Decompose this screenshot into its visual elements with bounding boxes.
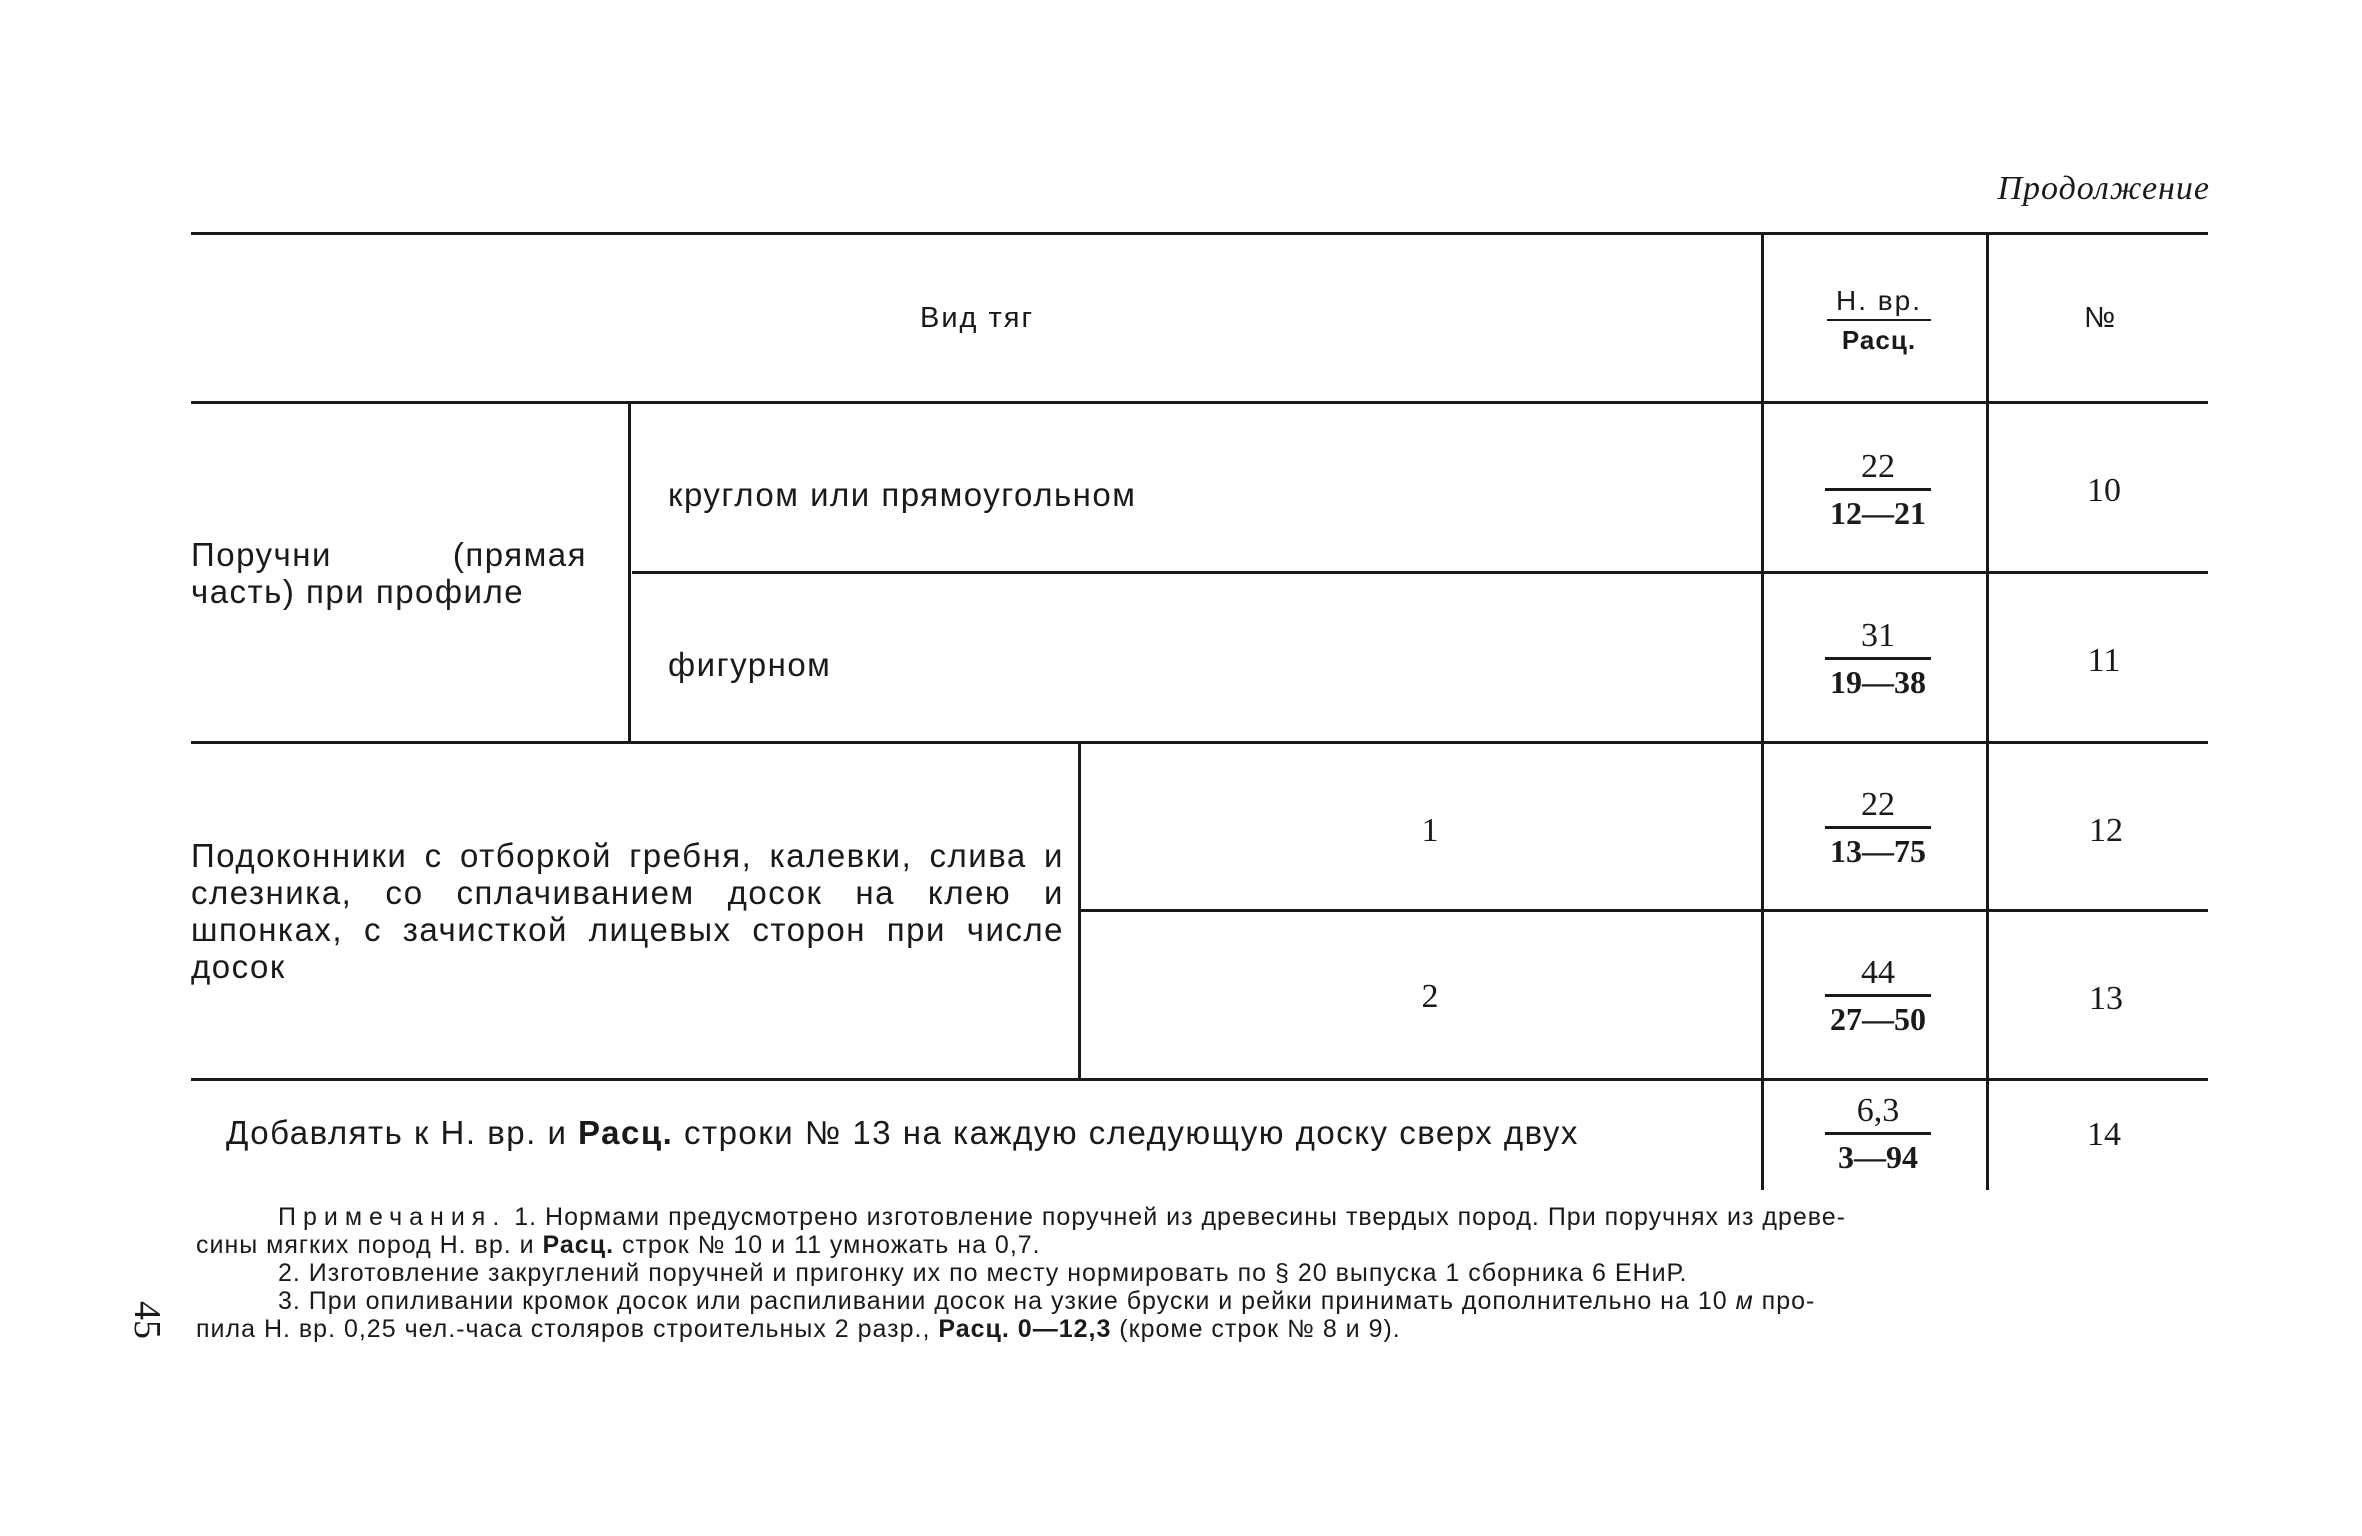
page-number: 45 (126, 1301, 168, 1339)
rate-value: 13—75 (1830, 833, 1926, 869)
row-label: 1 (1421, 812, 1439, 849)
add-row-label-bold: Расц. (578, 1114, 674, 1151)
norm-column-left-rule (1761, 235, 1764, 1190)
row-number: 14 (2087, 1116, 2121, 1153)
note-1-line-2 (196, 1231, 2198, 1259)
row-norm-rate (1808, 954, 1948, 1037)
fraction-bar (1825, 1132, 1931, 1135)
note-1-line-1 (196, 1203, 2198, 1231)
row-number: 11 (2087, 642, 2121, 679)
rate-value: 3—94 (1838, 1139, 1918, 1175)
norm-value: 22 (1861, 786, 1895, 823)
table-top-rule (191, 232, 2208, 235)
fraction-bar (1825, 657, 1931, 660)
note-text: (кроме строк № 8 и 9). (1111, 1315, 1401, 1343)
note-text: про- (1753, 1287, 1816, 1315)
column-header-type: Вид тяг (920, 302, 1035, 334)
sills-bottom-rule (191, 1078, 2208, 1081)
rate-value: 27—50 (1830, 1001, 1926, 1037)
row-number: 13 (2089, 980, 2123, 1017)
column-header-norm-numerator: Н. вр. (1835, 285, 1922, 316)
note-3-line-1 (196, 1287, 2198, 1315)
row-label: фигурном (668, 646, 832, 683)
note-unit: м (1735, 1287, 1754, 1315)
continuation-label: Продолжение (1997, 170, 2210, 207)
row-norm-rate (1808, 1092, 1948, 1175)
row-label: 2 (1421, 978, 1439, 1015)
note-bold: Расц. (542, 1231, 615, 1259)
number-column-left-rule (1986, 235, 1989, 1190)
row-norm-rate (1808, 448, 1948, 531)
notes-title: Примечания. (278, 1203, 507, 1231)
add-row-label (226, 1114, 1579, 1152)
note-3-line-2 (196, 1315, 2198, 1343)
add-row-label-part: Добавлять к Н. вр. и (226, 1114, 579, 1151)
fraction-bar (1825, 488, 1931, 491)
notes-block (196, 1203, 2198, 1343)
row-norm-rate (1808, 786, 1948, 869)
group-label-railings: Поручни (прямая часть) при профиле (191, 536, 587, 610)
note-text: 3. При опиливании кромок досок или распиливании досок на узкие бруски и рейки принимать дополнительно на 10 (278, 1287, 1736, 1315)
column-header-number: № (2084, 302, 2116, 334)
note-text: пила Н. вр. 0,25 чел.-часа столяров строительных 2 разр., (196, 1315, 939, 1343)
note-bold: Расц. 0—12,3 (938, 1315, 1112, 1343)
note-text: сины мягких пород Н. вр. и (196, 1231, 543, 1259)
fraction-bar (1825, 826, 1931, 829)
row-norm-rate (1808, 617, 1948, 700)
column-header-norm-denominator: Расц. (1841, 325, 1917, 355)
norm-value: 31 (1861, 617, 1895, 654)
railings-bottom-rule (191, 741, 2208, 744)
row-number: 10 (2087, 472, 2121, 509)
fraction-bar (1827, 319, 1931, 321)
rate-value: 19—38 (1830, 664, 1926, 700)
header-bottom-rule (191, 401, 2208, 404)
note-2: 2. Изготовление закруглений поручней и пригонку их по месту нормировать по § 20 выпуска 1 сборника 6 ЕНиР. (278, 1259, 1688, 1287)
note-text: 1. Нормами предусмотрено изготовление поручней из древесины твердых пород. При поручнях из древе- (506, 1203, 1846, 1231)
rate-value: 12—21 (1830, 495, 1926, 531)
sills-group-divider (1078, 744, 1081, 1078)
railings-group-divider (628, 404, 631, 741)
norm-value: 44 (1861, 954, 1895, 991)
column-header-norm (1814, 285, 1944, 355)
norm-value: 6,3 (1856, 1092, 1900, 1129)
row-number: 12 (2089, 812, 2123, 849)
fraction-bar (1825, 994, 1931, 997)
add-row-label-part: строки № 13 на каждую следующую доску сверх двух (673, 1114, 1579, 1151)
row-label: круглом или прямоугольном (668, 476, 1137, 513)
row10-bottom-rule (632, 571, 2208, 574)
note-text: строк № 10 и 11 умножать на 0,7. (614, 1231, 1041, 1259)
row12-bottom-rule (1080, 909, 2208, 912)
group-label-sills: Подоконники с отборкой гребня, калевки, слива и слезника, со сплачиванием досок на клею и шпонках, с зачисткой лицевых сторон при числе досок (191, 837, 1064, 985)
norm-value: 22 (1861, 448, 1895, 485)
